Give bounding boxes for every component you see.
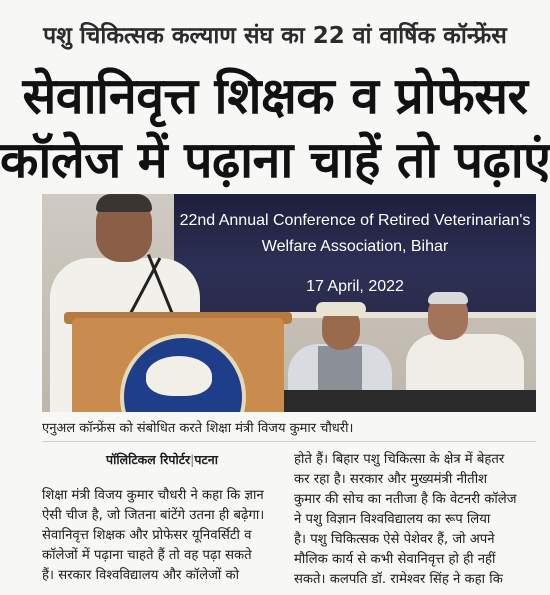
- article-photo: [42, 194, 536, 412]
- body-line: है। पशु चिकित्सक ऐसे पेशेवर हैं, जो अपने: [294, 532, 495, 547]
- body-line: सकते। कलपति डॉ. रामेश्वर सिंह ने कहा कि: [294, 572, 503, 587]
- guest-hair: [428, 292, 468, 304]
- body-line: सेवानिवृत्त शिक्षक और प्रोफेसर यूनिवर्सिटी व: [42, 528, 252, 543]
- body-line: शिक्षा मंत्री विजय कुमार चौधरी ने कहा कि ज्ञान: [42, 488, 264, 503]
- article-kicker: पशु चिकित्सक कल्याण संघ का 22 वां वार्षिक कॉन्फ्रेंस: [43, 23, 507, 49]
- banner-date: 17 April, 2022: [306, 278, 404, 295]
- byline-reporter: पॉलिटिकल रिपोर्टर: [106, 452, 191, 467]
- body-line: होते हैं। बिहार पशु चिकित्सा के क्षेत्र में बेहतर: [294, 452, 505, 467]
- body-line: कॉलेजों में पढ़ाना चाहते हैं तो वह पढ़ा सकते: [42, 548, 252, 563]
- banner-title: 22nd Annual Conference of Retired Veterinarian's: [179, 212, 531, 229]
- guest-cap: [316, 302, 366, 316]
- byline-separator: |: [190, 452, 195, 467]
- cow-emblem-icon: [146, 356, 212, 396]
- speaker-hair: [96, 194, 152, 212]
- body-line: कुमार की सोच का नतीजा है कि वेटनरी कॉलेज: [294, 492, 517, 507]
- body-line: मौलिक कार्य से कभी सेवानिवृत्त हो ही नहीं: [294, 552, 496, 567]
- body-line: हैं। सरकार विश्वविद्यालय और कॉलेजों को: [42, 568, 240, 583]
- banner-subtitle: Welfare Association, Bihar: [261, 238, 449, 255]
- divider: [42, 441, 536, 442]
- article-column-right: [294, 450, 534, 590]
- headline-line-1: सेवानिवृत्त शिक्षक व प्रोफेसर: [22, 67, 528, 125]
- body-line: कर रहा है। सरकार और मुख्यमंत्री नीतीश: [294, 472, 488, 487]
- body-line: ने पशु विज्ञान विश्वविद्यालय का रूप लिया: [294, 512, 491, 527]
- byline-city: पटना: [194, 452, 218, 467]
- dais-table: [284, 390, 536, 412]
- byline: [42, 450, 282, 470]
- photo-caption: एनुअल कॉन्फ्रेंस को संबोधित करते शिक्षा मंत्री विजय कुमार चौधरी।: [42, 421, 354, 436]
- article-column-left: [42, 450, 282, 586]
- headline-line-2: कॉलेज में पढ़ाना चाहें तो पढ़ाएं: [0, 131, 550, 189]
- body-line: ऐसी चीज है, जो जितना बांटेंगे उतना ही बढ़ेगा।: [42, 508, 265, 523]
